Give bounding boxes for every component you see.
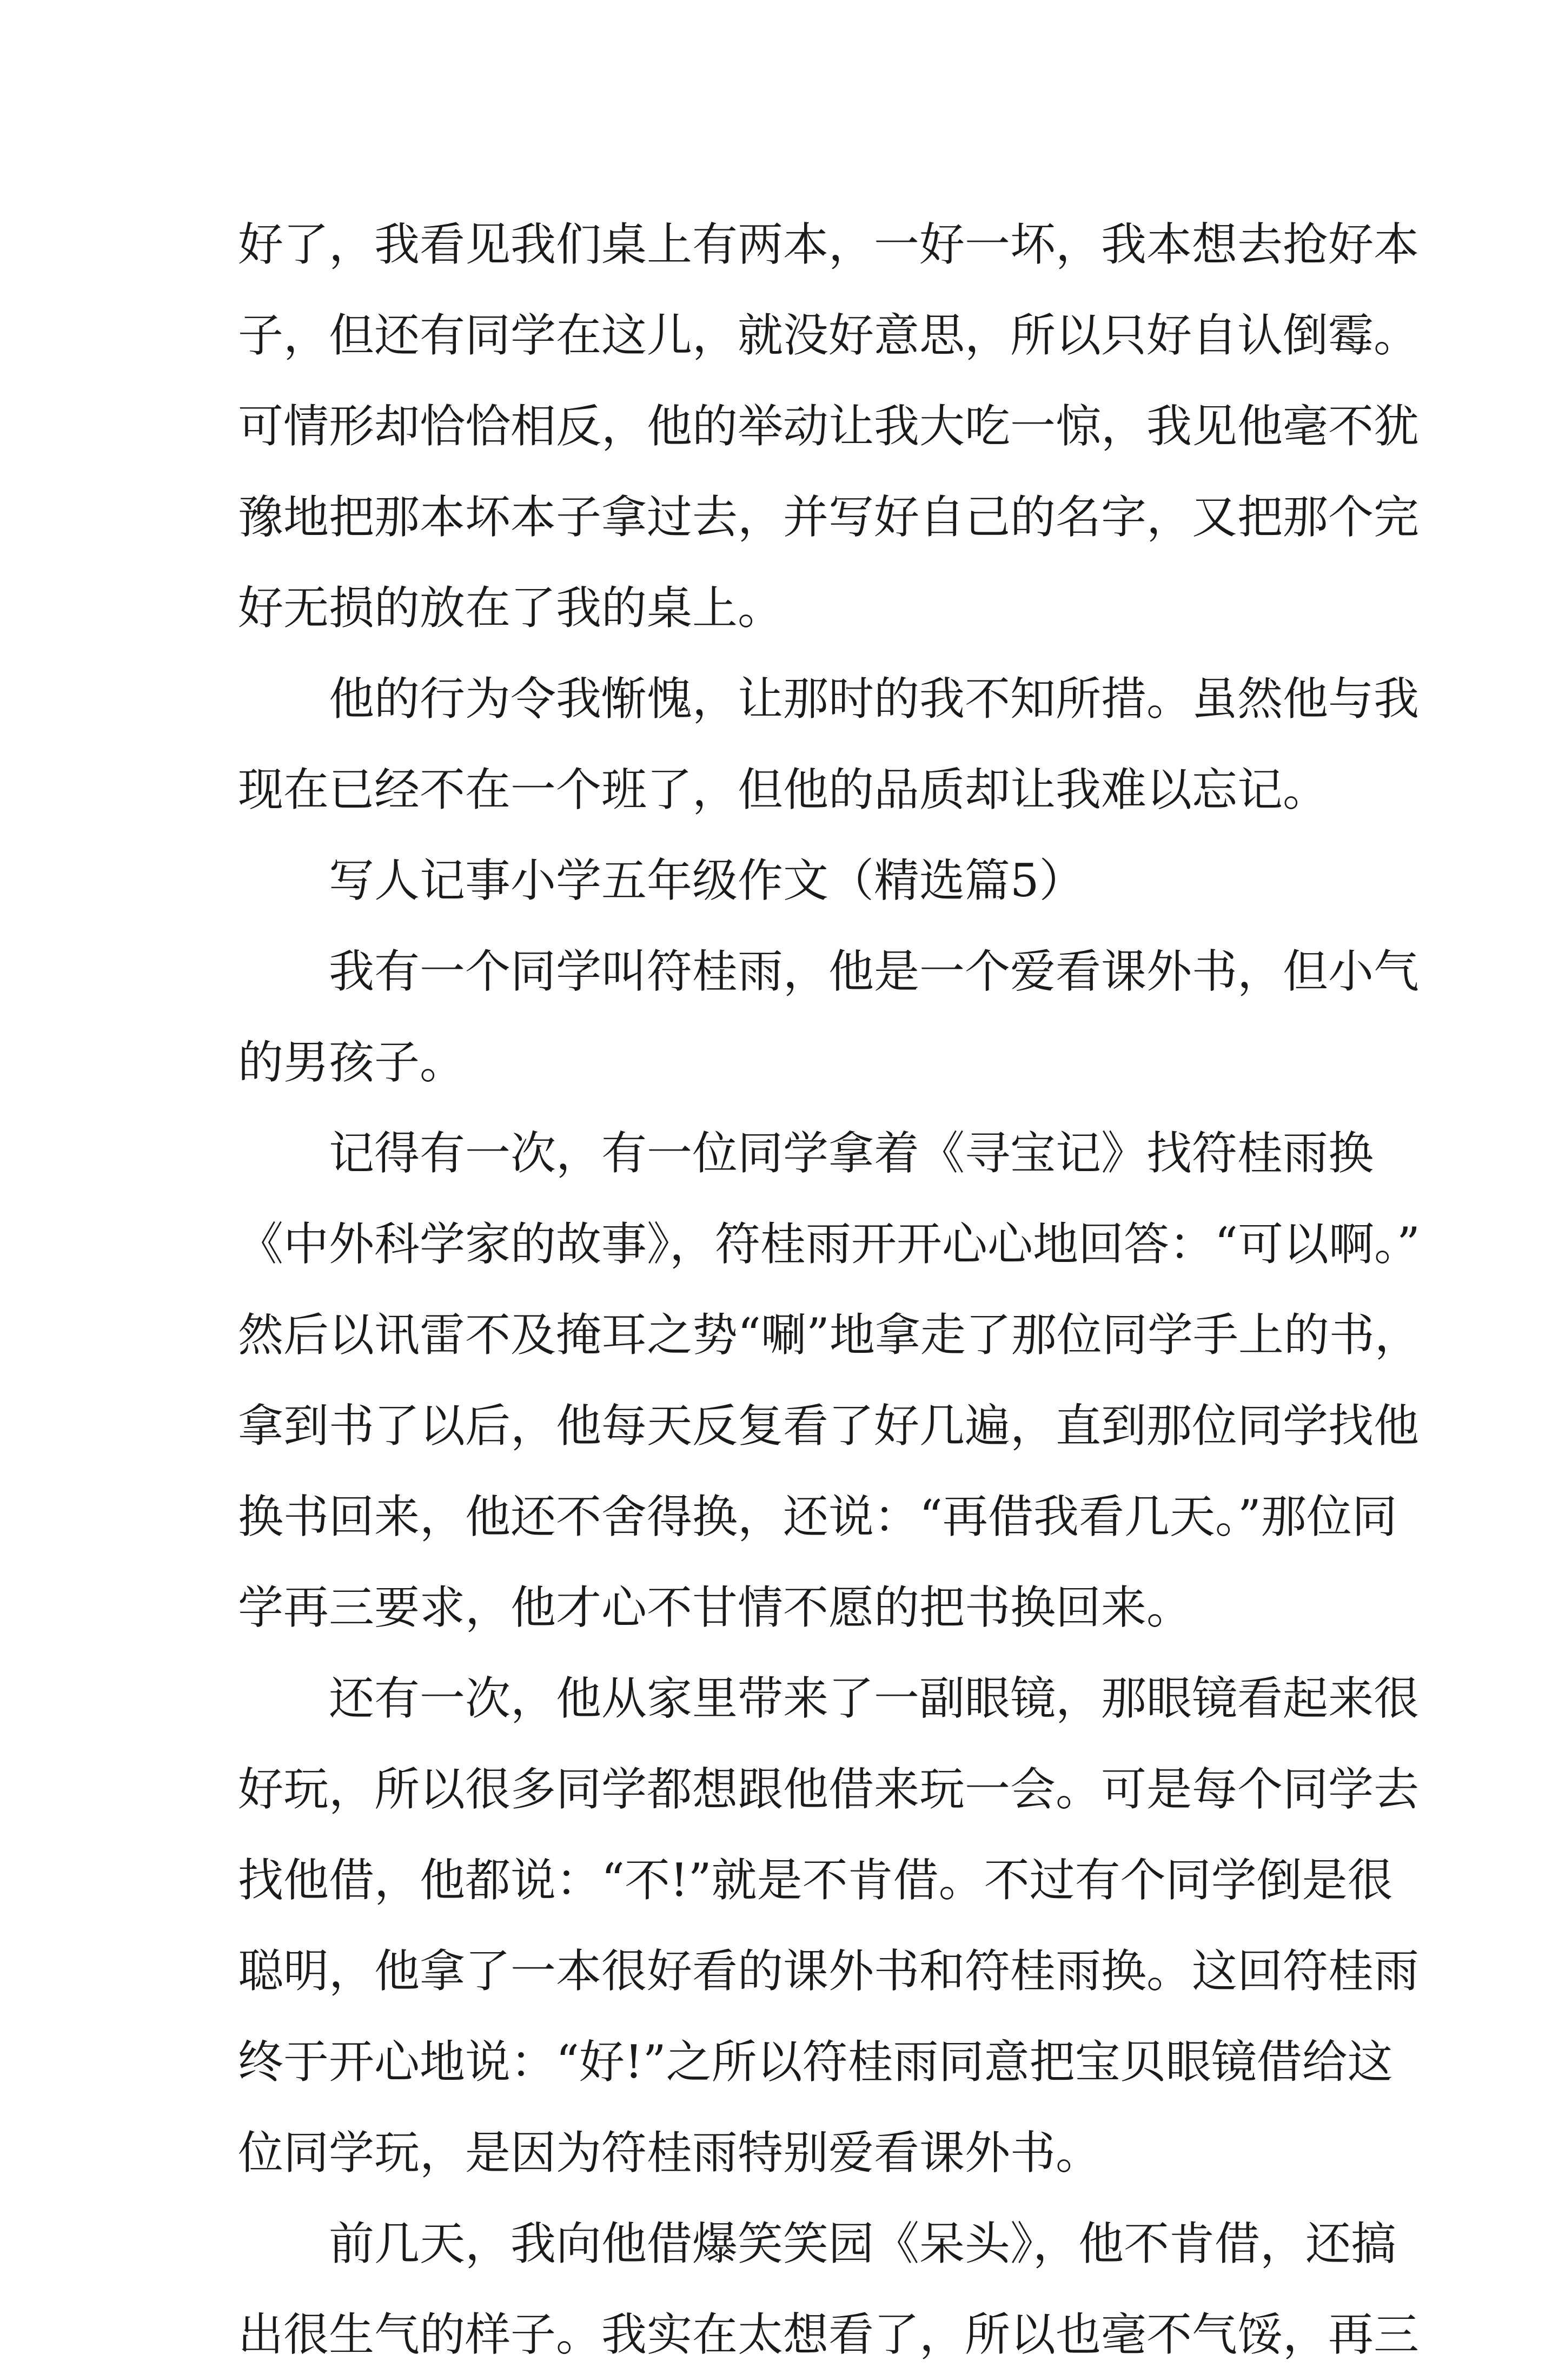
text-line: 好了，我看见我们桌上有两本，一好一坏，我本想去抢好本 — [238, 218, 1420, 271]
text-line: 现在已经不在一个班了，但他的品质却让我难以忘记。 — [238, 763, 1329, 816]
text-line: 的男孩子。 — [238, 1036, 466, 1089]
section-heading: 写人记事小学五年级作文（精选篇5） — [329, 854, 1085, 907]
paragraph-start-line: 还有一次，他从家里带来了一副眼镜，那眼镜看起来很 — [329, 1672, 1420, 1725]
text-line: 出很生气的样子。我实在太想看了，所以也毫不气馁，再三 — [238, 2308, 1420, 2361]
paragraph-start-line: 前几天，我向他借爆笑笑园《呆头》，他不肯借，还搞 — [329, 2217, 1397, 2270]
text-line: 位同学玩，是因为符桂雨特别爱看课外书。 — [238, 2126, 1102, 2179]
document-text — [238, 199, 1420, 2380]
text-line: 学再三要求，他才心不甘情不愿的把书换回来。 — [238, 1581, 1192, 1634]
text-line: 好无损的放在了我的桌上。 — [238, 581, 784, 634]
paragraph-start-line: 他的行为令我惭愧，让那时的我不知所措。虽然他与我 — [329, 672, 1420, 725]
text-line: 然后以讯雷不及掩耳之势“唰”地拿走了那位同学手上的书， — [238, 1308, 1420, 1361]
text-line: 子，但还有同学在这儿，就没好意思，所以只好自认倒霉。 — [238, 309, 1420, 362]
paragraph-start-line: 我有一个同学叫符桂雨，他是一个爱看课外书，但小气 — [329, 945, 1420, 998]
text-line: 好玩，所以很多同学都想跟他借来玩一会。可是每个同学去 — [238, 1763, 1420, 1816]
text-line: 找他借，他都说：“不!”就是不肯借。不过有个同学倒是很 — [238, 1854, 1393, 1907]
text-line: 《中外科学家的故事》，符桂雨开开心心地回答：“可以啊。” — [238, 1218, 1420, 1271]
paragraph-start-line: 记得有一次，有一位同学拿着《寻宝记》找符桂雨换 — [329, 1127, 1374, 1180]
text-line: 聪明，他拿了一本很好看的课外书和符桂雨换。这回符桂雨 — [238, 1945, 1420, 1998]
text-line: 终于开心地说：“好!”之所以符桂雨同意把宝贝眼镜借给这 — [238, 2035, 1393, 2088]
text-line: 拿到书了以后，他每天反复看了好几遍，直到那位同学找他 — [238, 1399, 1420, 1452]
text-line: 可情形却恰恰相反，他的举动让我大吃一惊，我见他毫不犹 — [238, 400, 1420, 453]
text-line: 豫地把那本坏本子拿过去，并写好自己的名字，又把那个完 — [238, 491, 1420, 544]
text-line: 换书回来，他还不舍得换，还说：“再借我看几天。”那位同 — [238, 1490, 1397, 1543]
